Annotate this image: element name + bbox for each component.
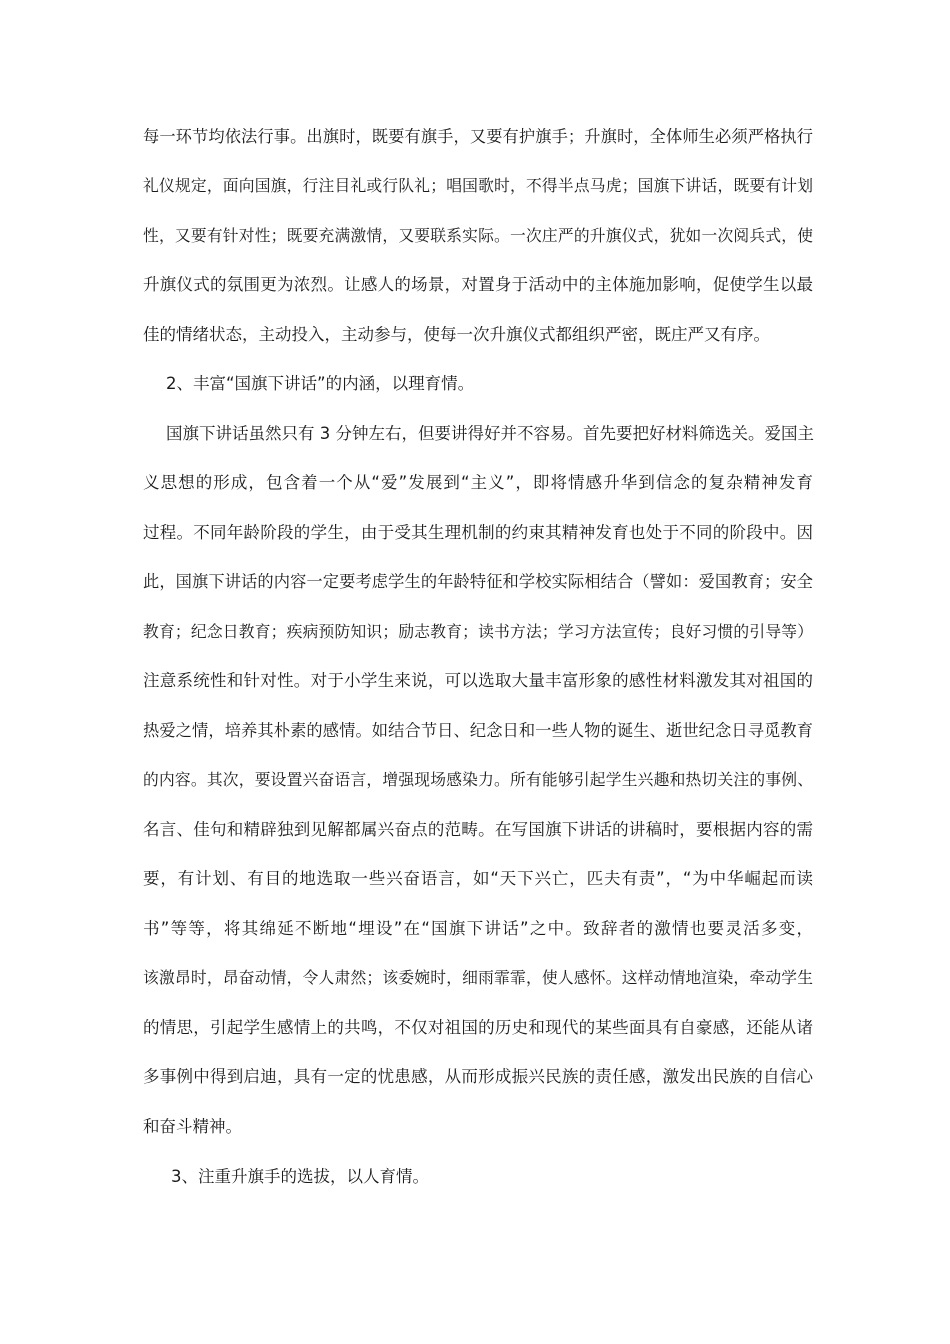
section-heading-2: 2、丰富“国旗下讲话”的内涵，以理育情。 <box>166 374 475 393</box>
paragraph-2-line-6: 注意系统性和针对性。对于小学生来说，可以选取大量丰富形象的感性材料激发其对祖国的 <box>143 671 813 690</box>
paragraph-2-line-13: 的情思，引起学生感情上的共鸣，不仅对祖国的历史和现代的某些面具有自豪感，还能从诸 <box>143 1018 813 1037</box>
paragraph-2-line-14: 多事例中得到启迪，具有一定的忧患感，从而形成振兴民族的责任感，激发出民族的自信心 <box>143 1067 813 1086</box>
paragraph-2-line-5: 教育；纪念日教育；疾病预防知识；励志教育；读书方法；学习方法宣传；良好习惯的引导等） <box>143 622 813 641</box>
paragraph-2-line-3: 过程。不同年龄阶段的学生，由于受其生理机制的约束其精神发育也处于不同的阶段中。因 <box>143 523 813 542</box>
paragraph-1-line-2: 礼仪规定，面向国旗，行注目礼或行队礼；唱国歌时，不得半点马虎；国旗下讲话，既要有计划 <box>143 176 813 195</box>
paragraph-2-line-2: 义思想的形成，包含着一个从“爱”发展到“主义”，即将情感升华到信念的复杂精神发育 <box>143 473 813 492</box>
paragraph-2-line-7: 热爱之情，培养其朴素的感情。如结合节日、纪念日和一些人物的诞生、逝世纪念日寻觅教育 <box>143 721 813 740</box>
section-heading-3: 3、注重升旗手的选拔，以人育情。 <box>171 1167 429 1186</box>
paragraph-2-line-15: 和奋斗精神。 <box>143 1117 242 1136</box>
paragraph-2-line-8: 的内容。其次，要设置兴奋语言，增强现场感染力。所有能够引起学生兴趣和热切关注的事例、 <box>143 770 813 789</box>
paragraph-1-line-1: 每一环节均依法行事。出旗时，既要有旗手，又要有护旗手；升旗时，全体师生必须严格执行 <box>143 127 813 146</box>
paragraph-1-line-5: 佳的情绪状态，主动投入，主动参与，使每一次升旗仪式都组织严密，既庄严又有序。 <box>143 325 770 344</box>
paragraph-2-line-10: 要，有计划、有目的地选取一些兴奋语言，如“天下兴亡，匹夫有责”，“为中华崛起而读 <box>143 869 813 888</box>
paragraph-1-line-4: 升旗仪式的氛围更为浓烈。让感人的场景，对置身于活动中的主体施加影响，促使学生以最 <box>143 275 813 294</box>
paragraph-1-line-3: 性，又要有针对性；既要充满激情，又要联系实际。一次庄严的升旗仪式，犹如一次阅兵式，使 <box>143 226 813 245</box>
paragraph-2-line-1: 国旗下讲话虽然只有 3 分钟左右，但要讲得好并不容易。首先要把好材料筛选关。爱国主 <box>166 424 814 443</box>
paragraph-2-line-9: 名言、佳句和精辟独到见解都属兴奋点的范畴。在写国旗下讲话的讲稿时，要根据内容的需 <box>143 820 813 839</box>
paragraph-2-line-12: 该激昂时，昂奋动情，令人肃然；该委婉时，细雨霏霏，使人感怀。这样动情地渲染，牵动学生 <box>143 968 813 987</box>
paragraph-2-line-11: 书”等等，将其绵延不断地“埋设”在“国旗下讲话”之中。致辞者的激情也要灵活多变， <box>143 919 813 938</box>
paragraph-2-line-4: 此，国旗下讲话的内容一定要考虑学生的年龄特征和学校实际相结合（譬如：爱国教育；安全 <box>143 572 813 591</box>
